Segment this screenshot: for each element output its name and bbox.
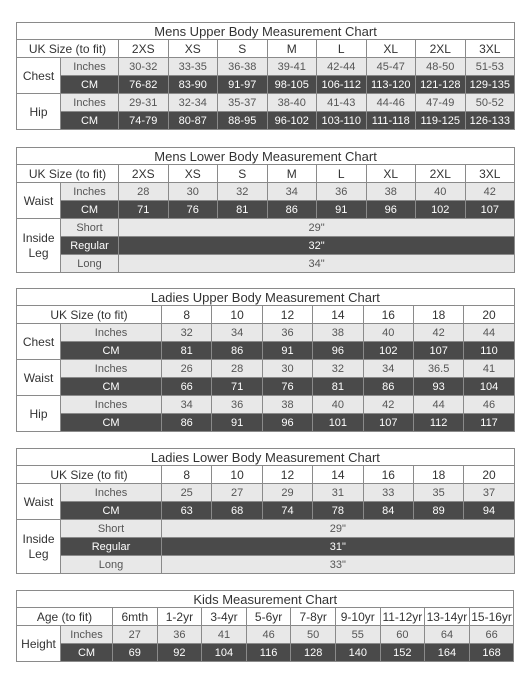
value-cell: 104 xyxy=(464,378,514,396)
value-cell: 45-47 xyxy=(366,58,416,76)
value-cell: 50 xyxy=(291,626,336,644)
value-cell: 80-87 xyxy=(168,112,218,130)
value-cell: 40 xyxy=(363,324,413,342)
unit-label: CM xyxy=(61,76,119,94)
value-cell: 96-102 xyxy=(267,112,317,130)
value-cell: 31" xyxy=(162,538,515,556)
table-row xyxy=(17,538,515,556)
value-cell: 30 xyxy=(168,183,218,201)
size-header: XL xyxy=(366,40,416,58)
kids-table xyxy=(16,590,514,662)
size-header: 16 xyxy=(363,306,413,324)
value-cell: 76-82 xyxy=(119,76,169,94)
value-cell: 128 xyxy=(291,644,336,662)
size-header: 14 xyxy=(313,466,363,484)
value-cell: 121-128 xyxy=(416,76,466,94)
size-header: S xyxy=(218,40,268,58)
table-row xyxy=(17,237,515,255)
value-cell: 35-37 xyxy=(218,94,268,112)
value-cell: 66 xyxy=(469,626,514,644)
value-cell: 86 xyxy=(363,378,413,396)
value-cell: 89 xyxy=(413,502,463,520)
unit-label: CM xyxy=(61,414,162,432)
size-header: 3-4yr xyxy=(202,608,247,626)
table-row xyxy=(17,112,515,130)
table-row xyxy=(17,324,515,342)
value-cell: 36 xyxy=(317,183,367,201)
value-cell: 98-105 xyxy=(267,76,317,94)
chart-title: Ladies Upper Body Measurement Chart xyxy=(17,289,515,306)
unit-label: CM xyxy=(61,502,162,520)
value-cell: 107 xyxy=(363,414,413,432)
value-cell: 30-32 xyxy=(119,58,169,76)
measure-label: Waist xyxy=(17,484,61,520)
value-cell: 40 xyxy=(313,396,363,414)
value-cell: 37 xyxy=(464,484,514,502)
table-row xyxy=(17,502,515,520)
table-row xyxy=(17,360,515,378)
value-cell: 46 xyxy=(464,396,514,414)
unit-label: Short xyxy=(61,520,162,538)
measure-label: Chest xyxy=(17,58,61,94)
value-cell: 63 xyxy=(162,502,212,520)
value-cell: 168 xyxy=(469,644,514,662)
value-cell: 50-52 xyxy=(465,94,515,112)
measure-label: Inside Leg xyxy=(17,219,61,273)
value-cell: 32 xyxy=(313,360,363,378)
value-cell: 78 xyxy=(313,502,363,520)
value-cell: 88-95 xyxy=(218,112,268,130)
ladies-upper-chart xyxy=(16,288,514,432)
unit-label: Inches xyxy=(61,94,119,112)
measure-label: Inside Leg xyxy=(17,520,61,574)
value-cell: 111-118 xyxy=(366,112,416,130)
value-cell: 41-43 xyxy=(317,94,367,112)
value-cell: 27 xyxy=(113,626,158,644)
value-cell: 36 xyxy=(212,396,262,414)
table-row xyxy=(17,183,515,201)
value-cell: 30 xyxy=(262,360,312,378)
value-cell: 27 xyxy=(212,484,262,502)
measure-label: Chest xyxy=(17,324,61,360)
value-cell: 107 xyxy=(465,201,515,219)
table-row xyxy=(17,520,515,538)
value-cell: 36.5 xyxy=(413,360,463,378)
value-cell: 36 xyxy=(157,626,202,644)
size-header: 12 xyxy=(262,466,312,484)
table-row xyxy=(17,644,514,662)
value-cell: 91-97 xyxy=(218,76,268,94)
value-cell: 83-90 xyxy=(168,76,218,94)
value-cell: 28 xyxy=(119,183,169,201)
table-row xyxy=(17,76,515,94)
value-cell: 60 xyxy=(380,626,425,644)
value-cell: 33" xyxy=(162,556,515,574)
unit-label: CM xyxy=(61,201,119,219)
value-cell: 33 xyxy=(363,484,413,502)
value-cell: 35 xyxy=(413,484,463,502)
table-row xyxy=(17,219,515,237)
unit-label: Long xyxy=(61,556,162,574)
value-cell: 126-133 xyxy=(465,112,515,130)
value-cell: 32 xyxy=(218,183,268,201)
value-cell: 86 xyxy=(212,342,262,360)
value-cell: 81 xyxy=(313,378,363,396)
value-cell: 29-31 xyxy=(119,94,169,112)
size-header: 8 xyxy=(162,306,212,324)
unit-label: Regular xyxy=(61,237,119,255)
size-header: L xyxy=(317,165,367,183)
size-header: 15-16yr xyxy=(471,609,512,624)
value-cell: 34 xyxy=(363,360,413,378)
ladies-lower-chart xyxy=(16,448,514,574)
mens-upper-chart xyxy=(16,22,514,130)
table-row xyxy=(17,626,514,644)
value-cell: 48-50 xyxy=(416,58,466,76)
measure-label: Hip xyxy=(17,396,61,432)
value-cell: 76 xyxy=(168,201,218,219)
size-header: 14 xyxy=(313,306,363,324)
table-row xyxy=(17,414,515,432)
value-cell: 42 xyxy=(465,183,515,201)
value-cell: 81 xyxy=(218,201,268,219)
value-cell: 96 xyxy=(366,201,416,219)
size-header: XS xyxy=(168,40,218,58)
value-cell: 32" xyxy=(119,237,515,255)
size-header: 2XS xyxy=(119,165,169,183)
table-row xyxy=(17,556,515,574)
value-cell: 93 xyxy=(413,378,463,396)
value-cell: 41 xyxy=(464,360,514,378)
value-cell: 34 xyxy=(162,396,212,414)
value-cell: 117 xyxy=(464,414,514,432)
size-header: 18 xyxy=(413,466,463,484)
value-cell: 51-53 xyxy=(465,58,515,76)
table-row xyxy=(17,255,515,273)
ladies-upper-table xyxy=(16,288,515,432)
size-header: 1-2yr xyxy=(157,608,202,626)
table-row xyxy=(17,201,515,219)
size-header: 2XS xyxy=(119,40,169,58)
value-cell: 25 xyxy=(162,484,212,502)
mens-upper-table xyxy=(16,22,515,130)
value-cell: 29" xyxy=(162,520,515,538)
value-cell: 28 xyxy=(212,360,262,378)
size-header: L xyxy=(317,40,367,58)
size-header: 8 xyxy=(162,466,212,484)
size-label: UK Size (to fit) xyxy=(17,40,119,58)
value-cell: 129-135 xyxy=(465,76,515,94)
value-cell: 103-110 xyxy=(317,112,367,130)
value-cell: 44 xyxy=(413,396,463,414)
size-header: 20 xyxy=(464,306,514,324)
value-cell: 112 xyxy=(413,414,463,432)
value-cell: 68 xyxy=(212,502,262,520)
value-cell: 96 xyxy=(313,342,363,360)
value-cell: 76 xyxy=(262,378,312,396)
chart-title: Mens Upper Body Measurement Chart xyxy=(17,23,515,40)
value-cell: 55 xyxy=(335,626,380,644)
value-cell: 101 xyxy=(313,414,363,432)
unit-label: CM xyxy=(61,378,162,396)
value-cell: 34 xyxy=(212,324,262,342)
kids-chart xyxy=(16,590,514,662)
unit-label: Inches xyxy=(61,484,162,502)
table-row xyxy=(17,58,515,76)
value-cell: 102 xyxy=(416,201,466,219)
value-cell: 34" xyxy=(119,255,515,273)
size-header: 5-6yr xyxy=(246,608,291,626)
unit-label: Inches xyxy=(61,396,162,414)
mens-lower-table xyxy=(16,147,515,273)
value-cell: 42-44 xyxy=(317,58,367,76)
unit-label: Inches xyxy=(61,183,119,201)
value-cell: 32 xyxy=(162,324,212,342)
size-header: M xyxy=(267,165,317,183)
measure-label: Waist xyxy=(17,360,61,396)
size-header: 6mth xyxy=(113,608,158,626)
value-cell: 94 xyxy=(464,502,514,520)
value-cell: 119-125 xyxy=(416,112,466,130)
size-header: 3XL xyxy=(465,40,515,58)
size-header: 9-10yr xyxy=(335,608,380,626)
size-header: 20 xyxy=(464,466,514,484)
value-cell: 64 xyxy=(425,626,470,644)
size-header: 12 xyxy=(262,306,312,324)
unit-label: Short xyxy=(61,219,119,237)
value-cell: 39-41 xyxy=(267,58,317,76)
size-header: 7-8yr xyxy=(291,608,336,626)
size-header: 11-12yr xyxy=(380,608,425,626)
size-header: XL xyxy=(366,165,416,183)
value-cell: 96 xyxy=(262,414,312,432)
value-cell: 40 xyxy=(416,183,466,201)
value-cell: 74-79 xyxy=(119,112,169,130)
value-cell: 29" xyxy=(119,219,515,237)
value-cell: 91 xyxy=(212,414,262,432)
value-cell: 152 xyxy=(380,644,425,662)
value-cell: 44-46 xyxy=(366,94,416,112)
unit-label: Inches xyxy=(61,324,162,342)
size-header: 13-14yr xyxy=(426,609,468,624)
value-cell: 116 xyxy=(246,644,291,662)
unit-label: Inches xyxy=(61,626,113,644)
value-cell: 69 xyxy=(113,644,158,662)
value-cell: 104 xyxy=(202,644,247,662)
table-row xyxy=(17,378,515,396)
value-cell: 92 xyxy=(157,644,202,662)
value-cell: 38 xyxy=(262,396,312,414)
value-cell: 91 xyxy=(317,201,367,219)
value-cell: 38-40 xyxy=(267,94,317,112)
value-cell: 84 xyxy=(363,502,413,520)
value-cell: 41 xyxy=(202,626,247,644)
value-cell: 71 xyxy=(212,378,262,396)
size-header: 3XL xyxy=(465,165,515,183)
unit-label: Inches xyxy=(61,360,162,378)
value-cell: 164 xyxy=(425,644,470,662)
value-cell: 140 xyxy=(335,644,380,662)
table-row xyxy=(17,342,515,360)
size-header: 10 xyxy=(212,466,262,484)
size-header: 18 xyxy=(413,306,463,324)
mens-lower-chart xyxy=(16,147,514,273)
unit-label: CM xyxy=(61,644,113,662)
value-cell: 36-38 xyxy=(218,58,268,76)
value-cell: 33-35 xyxy=(168,58,218,76)
size-header: M xyxy=(267,40,317,58)
value-cell: 29 xyxy=(262,484,312,502)
value-cell: 34 xyxy=(267,183,317,201)
size-header: 2XL xyxy=(416,40,466,58)
table-row xyxy=(17,396,515,414)
value-cell: 42 xyxy=(413,324,463,342)
unit-label: Regular xyxy=(61,538,162,556)
size-header: S xyxy=(218,165,268,183)
value-cell: 86 xyxy=(162,414,212,432)
value-cell: 86 xyxy=(267,201,317,219)
value-cell: 102 xyxy=(363,342,413,360)
unit-label: CM xyxy=(61,112,119,130)
value-cell: 110 xyxy=(464,342,514,360)
value-cell: 113-120 xyxy=(366,76,416,94)
value-cell: 31 xyxy=(313,484,363,502)
unit-label: CM xyxy=(61,342,162,360)
chart-title: Ladies Lower Body Measurement Chart xyxy=(17,449,515,466)
table-row xyxy=(17,484,515,502)
size-label: UK Size (to fit) xyxy=(17,466,162,484)
value-cell: 47-49 xyxy=(416,94,466,112)
value-cell: 32-34 xyxy=(168,94,218,112)
measure-label: Waist xyxy=(17,183,61,219)
value-cell: 38 xyxy=(313,324,363,342)
chart-title: Mens Lower Body Measurement Chart xyxy=(17,148,515,165)
size-header: 10 xyxy=(212,306,262,324)
table-row xyxy=(17,94,515,112)
size-header: 16 xyxy=(363,466,413,484)
value-cell: 44 xyxy=(464,324,514,342)
unit-label: Inches xyxy=(61,58,119,76)
value-cell: 91 xyxy=(262,342,312,360)
value-cell: 36 xyxy=(262,324,312,342)
ladies-lower-table xyxy=(16,448,515,574)
value-cell: 46 xyxy=(246,626,291,644)
measure-label: Hip xyxy=(17,94,61,130)
value-cell: 74 xyxy=(262,502,312,520)
size-label: UK Size (to fit) xyxy=(17,306,162,324)
value-cell: 81 xyxy=(162,342,212,360)
value-cell: 38 xyxy=(366,183,416,201)
size-header: XS xyxy=(168,165,218,183)
value-cell: 26 xyxy=(162,360,212,378)
measure-label: Height xyxy=(17,626,61,662)
chart-title: Kids Measurement Chart xyxy=(17,591,514,608)
value-cell: 107 xyxy=(413,342,463,360)
size-label: UK Size (to fit) xyxy=(17,165,119,183)
unit-label: Long xyxy=(61,255,119,273)
value-cell: 71 xyxy=(119,201,169,219)
value-cell: 42 xyxy=(363,396,413,414)
size-header: 2XL xyxy=(416,165,466,183)
size-label: Age (to fit) xyxy=(17,608,113,626)
value-cell: 66 xyxy=(162,378,212,396)
value-cell: 106-112 xyxy=(317,76,367,94)
